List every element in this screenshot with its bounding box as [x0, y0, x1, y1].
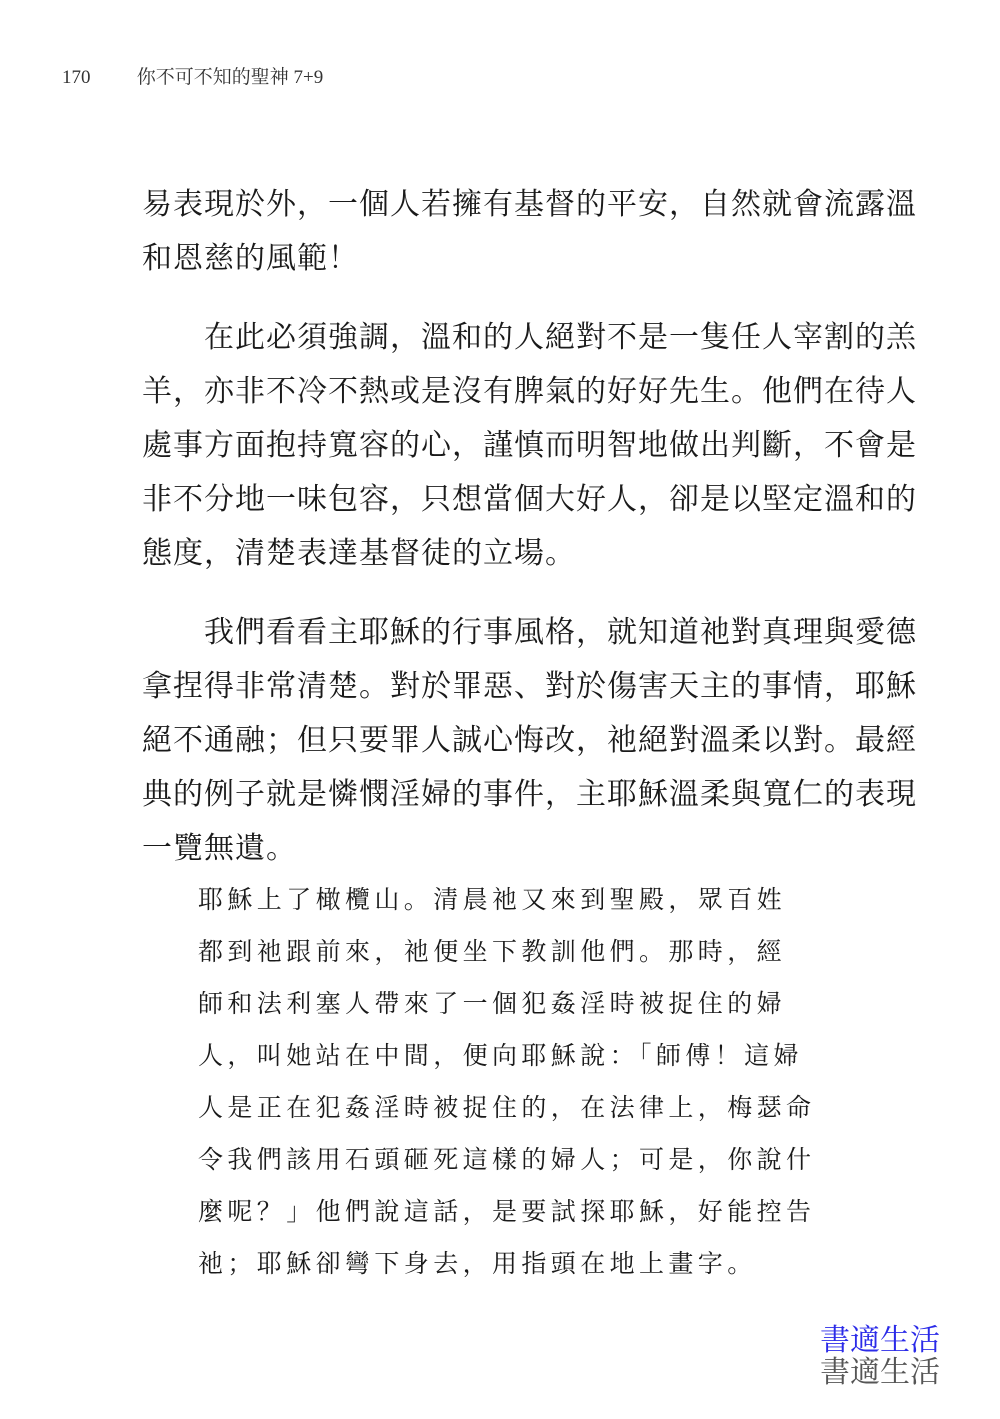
- paragraph: [142, 178, 917, 286]
- text-line: 處事方面抱持寬容的心，謹慎而明智地做出判斷，不會是: [142, 428, 917, 463]
- text-line: 絕不通融；但只要罪人誠心悔改，祂絕對溫柔以對。最經: [142, 723, 917, 758]
- quote-line: 人是正在犯姦淫時被捉住的，在法律上，梅瑟命: [198, 1093, 816, 1122]
- paragraph: [142, 311, 917, 581]
- scripture-quote: [198, 874, 816, 1290]
- page-number: 170: [62, 67, 91, 88]
- quote-line: 麼呢？」他們說這話，是要試探耶穌，好能控告: [198, 1197, 816, 1226]
- quote-line: 耶穌上了橄欖山。清晨祂又來到聖殿，眾百姓: [198, 885, 787, 914]
- paragraph: [142, 606, 917, 876]
- quote-line: 師和法利塞人帶來了一個犯姦淫時被捉住的婦: [198, 989, 787, 1018]
- publisher-watermark: [820, 1325, 940, 1389]
- text-line: 我們看看主耶穌的行事風格，就知道祂對真理與愛德: [204, 615, 917, 650]
- quote-line: 令我們該用石頭砸死這樣的婦人；可是，你說什: [198, 1145, 816, 1174]
- quote-line: 人，叫她站在中間，便向耶穌說：「師傅！這婦: [198, 1041, 803, 1070]
- text-line: 在此必須強調，溫和的人絕對不是一隻任人宰割的羔: [204, 320, 917, 355]
- watermark-line-1: 書適生活: [820, 1323, 940, 1358]
- body-text: [142, 178, 917, 876]
- text-line: 易表現於外，一個人若擁有基督的平安，自然就會流露溫: [142, 187, 917, 222]
- text-line: 和恩慈的風範！: [142, 241, 359, 276]
- text-line: 典的例子就是憐憫淫婦的事件，主耶穌溫柔與寬仁的表現: [142, 777, 917, 812]
- quote-line: 都到祂跟前來，祂便坐下教訓他們。那時，經: [198, 937, 787, 966]
- running-header: [62, 62, 323, 89]
- text-line: 非不分地一味包容，只想當個大好人，卻是以堅定溫和的: [142, 482, 917, 517]
- text-line: 一覽無遺。: [142, 831, 297, 866]
- text-line: 拿捏得非常清楚。對於罪惡、對於傷害天主的事情，耶穌: [142, 669, 917, 704]
- text-line: 羊，亦非不冷不熱或是沒有脾氣的好好先生。他們在待人: [142, 374, 917, 409]
- watermark-line-2: 書適生活: [820, 1355, 940, 1390]
- text-line: 態度，清楚表達基督徒的立場。: [142, 536, 576, 571]
- quote-line: 祂；耶穌卻彎下身去，用指頭在地上畫字。: [198, 1249, 757, 1278]
- book-title: 你不可不知的聖神 7+9: [136, 67, 324, 88]
